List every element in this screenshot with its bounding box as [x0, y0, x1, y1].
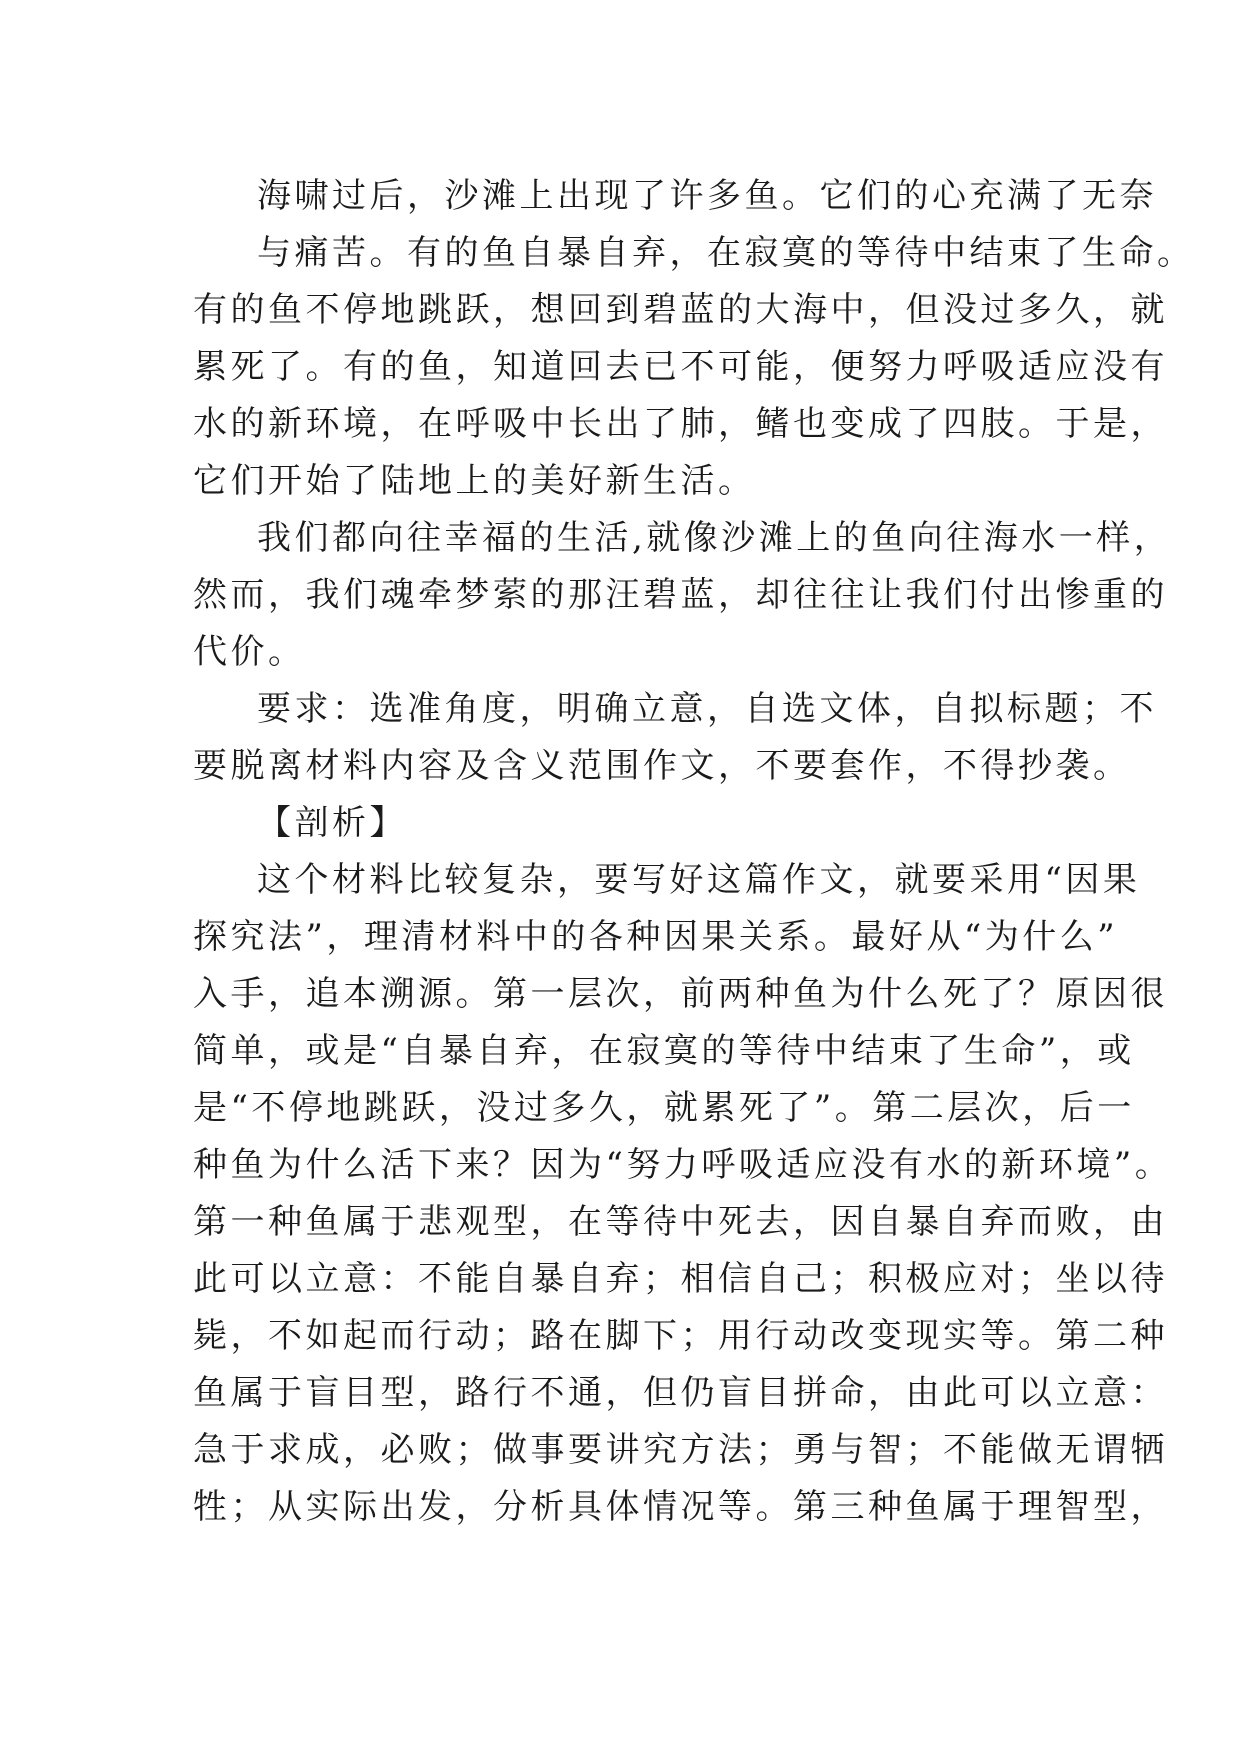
text-line-20: 此可以立意：不能自暴自弃；相信自己；积极应对；坐以待 — [193, 1259, 1168, 1299]
text-line-18: 种鱼为什么活下来？因为“努力呼吸适应没有水的新环境”。 — [193, 1145, 1173, 1185]
text-line-4: 累死了。有的鱼，知道回去已不可能，便努力呼吸适应没有 — [193, 347, 1168, 387]
text-line-11: 要脱离材料内容及含义范围作文，不要套作，不得抄袭。 — [193, 746, 1131, 786]
text-line-8: 然而，我们魂牵梦萦的那汪碧蓝，却往往让我们付出惨重的 — [193, 575, 1168, 615]
text-line-23: 急于求成，必败；做事要讲究方法；勇与智；不能做无谓牺 — [193, 1430, 1168, 1470]
section-heading-analysis: 【剖析】 — [257, 803, 407, 843]
text-line-10: 要求：选准角度，明确立意，自选文体，自拟标题；不 — [257, 689, 1157, 729]
text-line-7: 我们都向往幸福的生活,就像沙滩上的鱼向往海水一样， — [257, 518, 1172, 558]
text-line-5: 水的新环境，在呼吸中长出了肺，鳍也变成了四肢。于是， — [193, 404, 1168, 444]
text-line-19: 第一种鱼属于悲观型，在等待中死去，因自暴自弃而败，由 — [193, 1202, 1168, 1242]
text-line-16: 简单，或是“自暴自弃，在寂寞的等待中结束了生命”，或 — [193, 1031, 1135, 1071]
text-line-2: 与痛苦。有的鱼自暴自弃，在寂寞的等待中结束了生命。 — [257, 233, 1195, 273]
text-line-14: 探究法”，理清材料中的各种因果关系。最好从“为什么” — [193, 917, 1119, 957]
text-line-6: 它们开始了陆地上的美好新生活。 — [193, 461, 756, 501]
text-line-24: 牲；从实际出发，分析具体情况等。第三种鱼属于理智型， — [193, 1487, 1168, 1527]
text-line-17: 是“不停地跳跃，没过多久，就累死了”。第二层次，后一 — [193, 1088, 1135, 1128]
text-line-22: 鱼属于盲目型，路行不通，但仍盲目拼命，由此可以立意： — [193, 1373, 1168, 1413]
text-line-3: 有的鱼不停地跳跃，想回到碧蓝的大海中，但没过多久，就 — [193, 290, 1168, 330]
text-line-1: 海啸过后，沙滩上出现了许多鱼。它们的心充满了无奈 — [257, 176, 1157, 216]
text-line-9: 代价。 — [193, 632, 306, 672]
text-line-15: 入手，追本溯源。第一层次，前两种鱼为什么死了？原因很 — [193, 974, 1168, 1014]
text-line-13: 这个材料比较复杂，要写好这篇作文，就要采用“因果 — [257, 860, 1141, 900]
text-line-21: 毙，不如起而行动；路在脚下；用行动改变现实等。第二种 — [193, 1316, 1168, 1356]
